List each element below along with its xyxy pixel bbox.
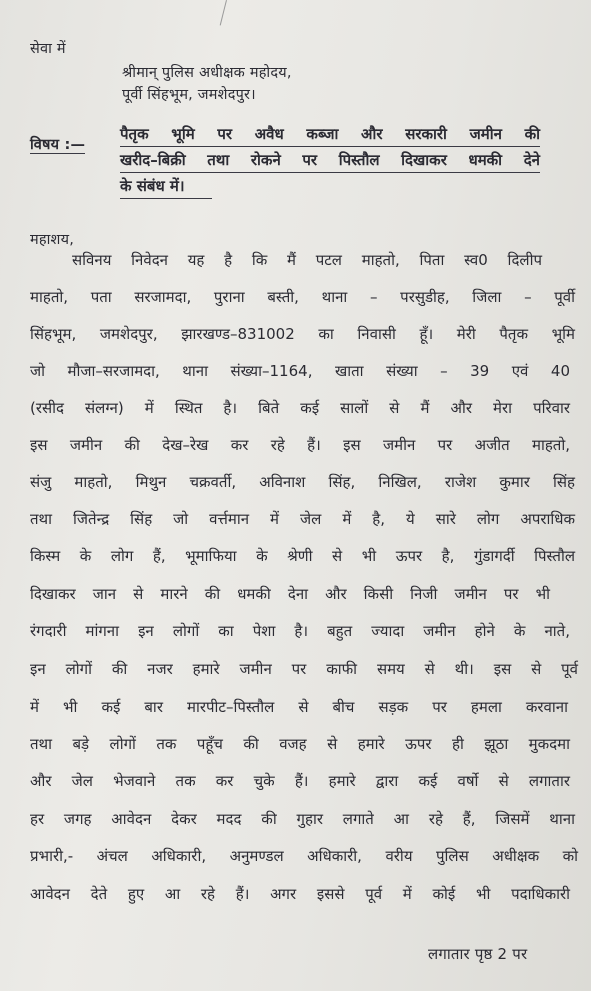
body-line-9: किस्म के लोग हैं, भूमाफिया के श्रेणी से भी ऊपर है, गुंडागर्दी पिस्तौल — [30, 547, 575, 565]
recipient-line-2: पूर्वी सिंहभूम, जमशेदपुर। — [122, 87, 256, 103]
body-line-5: (रसीद संलग्न) में स्थित है। बिते कई सालों से मैं और मेरा परिवार — [30, 399, 570, 417]
paper-crease — [220, 0, 227, 25]
body-line-12: इन लोगों की नजर हमारे जमीन पर काफी समय से थी। इस से पूर्व — [30, 660, 578, 678]
body-line-10: दिखाकर जान से मारने की धमकी देना और किसी निजी जमीन पर भी — [30, 585, 550, 603]
recipient-line-1: श्रीमान् पुलिस अधीक्षक महोदय, — [122, 65, 292, 81]
body-line-8: तथा जितेन्द्र सिंह जो वर्त्तमान में जेल में है, ये सारे लोग अपराधिक — [30, 510, 575, 528]
subject-line-1: पैतृक भूमि पर अवैध कब्जा और सरकारी जमीन की — [120, 125, 540, 143]
body-line-11: रंगदारी मांगना इन लोगों का पेशा है। बहुत ज्यादा जमीन होने के नाते, — [30, 622, 570, 640]
body-line-1: सविनय निवेदन यह है कि मैं पटल माहतो, पिता स्व0 दिलीप — [72, 251, 542, 269]
subject-line-3: के संबंध में। — [120, 177, 185, 195]
subject-underline-3 — [120, 198, 212, 199]
body-line-6: इस जमीन की देख–रेख कर रहे हैं। इस जमीन पर अजीत माहतो, — [30, 436, 570, 454]
body-line-16: हर जगह आवेदन देकर मदद की गुहार लगाते आ रहे हैं, जिसमें थाना — [30, 810, 575, 828]
body-line-18: आवेदन देते हुए आ रहे हैं। अगर इससे पूर्व में कोई भी पदाधिकारी — [30, 885, 570, 903]
body-line-2: माहतो, पता सरजामदा, पुराना बस्ती, थाना – परसुडीह, जिला – पूर्वी — [30, 288, 575, 306]
continuation-note: लगातार पृष्ठ 2 पर — [428, 945, 528, 963]
body-line-14: तथा बड़े लोगों तक पहूँच की वजह से हमारे ऊपर ही झूठा मुकदमा — [30, 735, 570, 753]
subject-label: विषय :— — [30, 137, 86, 153]
body-line-3: सिंहभूम, जमशेदपुर, झारखण्ड–831002 का निवासी हूँ। मेरी पैतृक भूमि — [30, 325, 575, 343]
salutation-to: सेवा में — [30, 41, 66, 57]
body-line-15: और जेल भेजवाने तक कर चुके हैं। हमारे द्वारा कई वर्षो से लगातार — [30, 772, 570, 790]
subject-line-2: खरीद–बिक्री तथा रोकने पर पिस्तौल दिखाकर धमकी देने — [120, 151, 540, 169]
body-line-4: जो मौजा–सरजामदा, थाना संख्या–1164, खाता संख्या – 39 एवं 40 — [30, 362, 570, 380]
greeting: महाशय, — [30, 232, 75, 248]
body-line-13: में भी कई बार मारपीट–पिस्तौल से बीच सड़क पर हमला करवाना — [30, 698, 568, 716]
subject-underline-1 — [120, 146, 540, 147]
subject-label-underline — [30, 153, 85, 154]
subject-underline-2 — [120, 172, 540, 173]
body-line-17: प्रभारी,- अंचल अधिकारी, अनुमण्डल अधिकारी, वरीय पुलिस अधीक्षक को — [30, 847, 578, 865]
body-line-7: संजु माहतो, मिथुन चक्रवर्ती, अविनाश सिंह, निखिल, राजेश कुमार सिंह — [30, 473, 575, 491]
